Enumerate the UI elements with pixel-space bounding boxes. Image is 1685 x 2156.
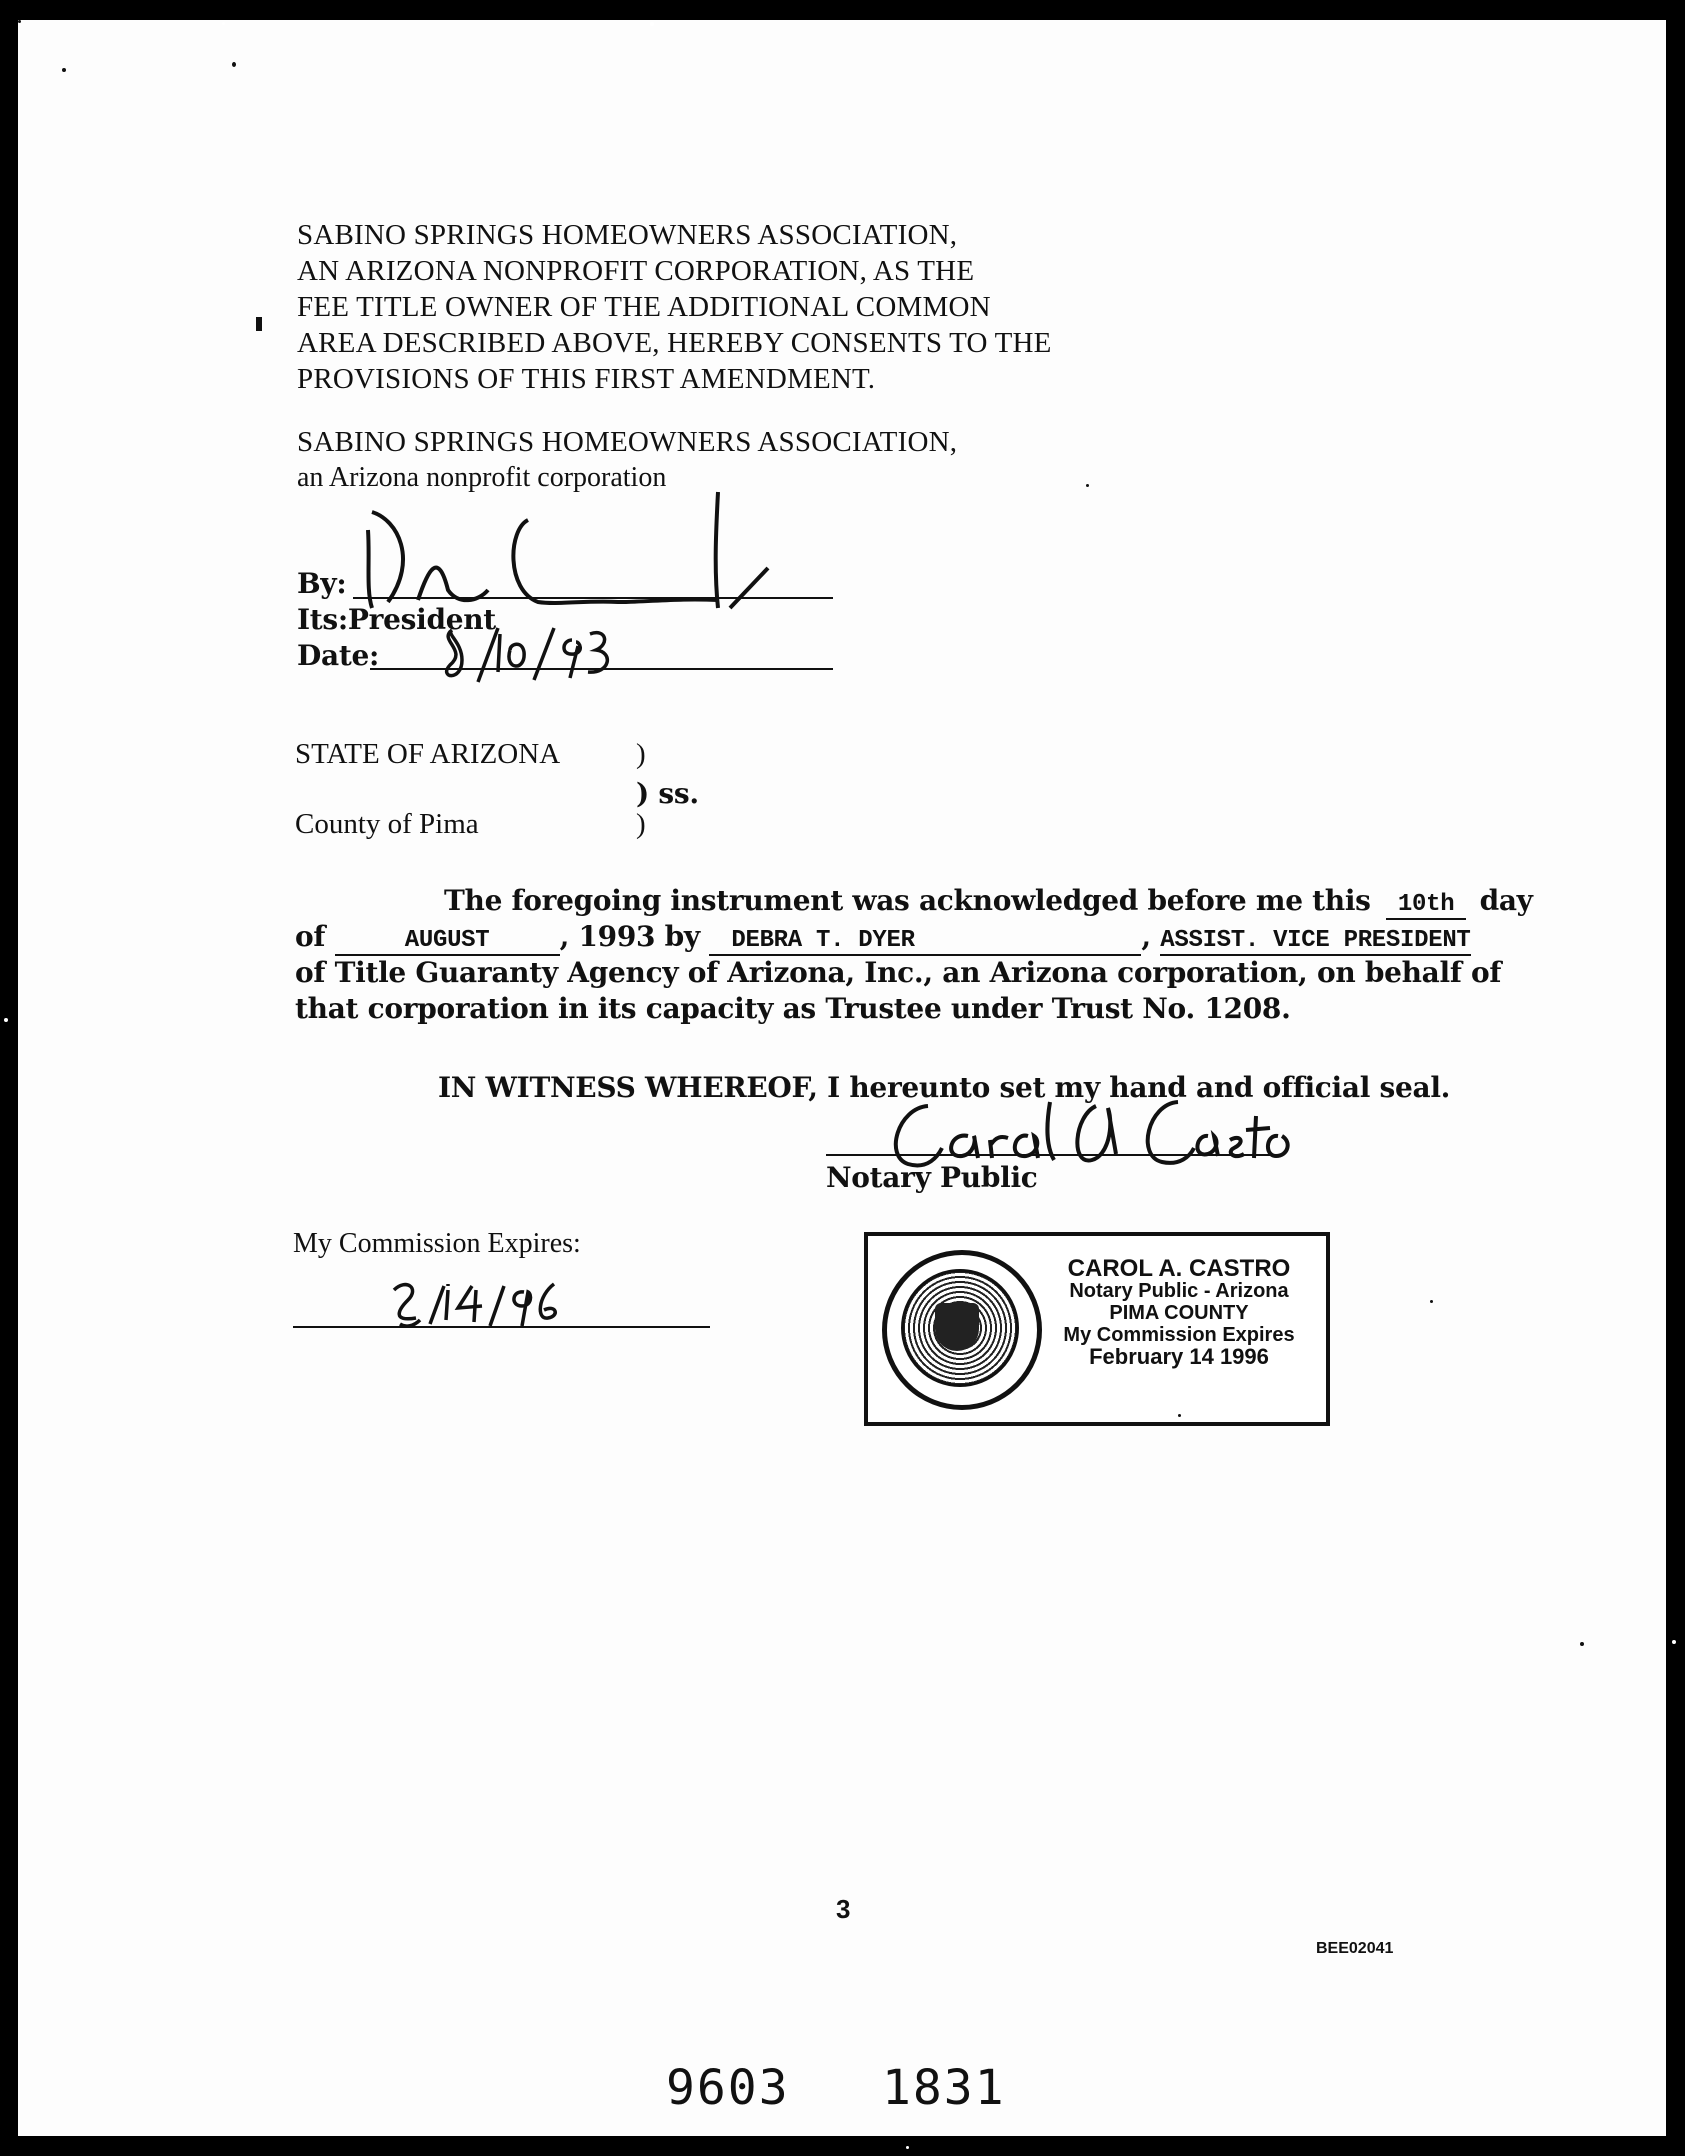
- its-label: Its:President: [297, 603, 496, 636]
- seal-line: Notary Public - Arizona: [1069, 1280, 1289, 1302]
- witness-statement: IN WITNESS WHEREOF, I hereunto set my hand and official seal.: [438, 1071, 1451, 1104]
- consent-line: AREA DESCRIBED ABOVE, HEREBY CONSENTS TO THE: [297, 327, 1052, 359]
- ack-day: 10th: [1386, 892, 1466, 920]
- ack-line-2: [295, 919, 1471, 956]
- notary-public-label: Notary Public: [826, 1161, 1038, 1194]
- seal-line: February 14 1996: [1089, 1344, 1269, 1369]
- ack-intro: The foregoing instrument was acknowledged before me this: [444, 884, 1371, 917]
- document-code: BEE02041: [1316, 1940, 1394, 1957]
- notary-seal-stamp: [864, 1232, 1330, 1426]
- scan-speck: [1430, 1300, 1433, 1303]
- border-speck: [4, 1018, 8, 1022]
- consent-paragraph: [297, 217, 1052, 397]
- page-number: 3: [836, 1894, 851, 1924]
- venue-state: STATE OF ARIZONA: [295, 738, 561, 770]
- border-speck: [650, 22, 654, 26]
- recording-stamp-right: 1831: [882, 2060, 1006, 2116]
- consent-line: SABINO SPRINGS HOMEOWNERS ASSOCIATION,: [297, 219, 958, 251]
- signatory-org-name: SABINO SPRINGS HOMEOWNERS ASSOCIATION,: [297, 426, 958, 458]
- signatory-org-desc: an Arizona nonprofit corporation: [297, 462, 667, 493]
- ack-comma: ,: [1141, 920, 1151, 953]
- ack-name: DEBRA T. DYER: [709, 928, 1141, 956]
- seal-line: CAROL A. CASTRO: [1067, 1255, 1291, 1282]
- venue-paren: ): [636, 738, 646, 770]
- ack-title: ASSIST. VICE PRESIDENT: [1160, 927, 1471, 954]
- venue-ss: ) ss.: [636, 777, 699, 810]
- ack-line-3: of Title Guaranty Agency of Arizona, Inc., an Arizona corporation, on behalf of: [295, 956, 1502, 989]
- commission-date-handwritten: [386, 1276, 566, 1345]
- scan-speck: [1580, 1642, 1584, 1646]
- scan-speck: [1086, 484, 1089, 487]
- notary-signature-line: [826, 1154, 1272, 1156]
- seal-line: PIMA COUNTY: [1109, 1302, 1249, 1324]
- scan-speck: [1178, 1414, 1181, 1417]
- state-seal-icon: [882, 1250, 1042, 1410]
- seal-line: My Commission Expires: [1063, 1324, 1295, 1346]
- scan-speck: [62, 68, 66, 72]
- ack-line-4: that corporation in its capacity as Trustee under Trust No. 1208.: [295, 992, 1291, 1025]
- commission-label: My Commission Expires:: [293, 1228, 581, 1259]
- seal-text-block: [1044, 1255, 1314, 1369]
- date-label: Date:: [297, 639, 380, 672]
- document-page: [18, 20, 1666, 2136]
- ack-of-label: of: [295, 920, 326, 953]
- scan-speck: [18, 20, 21, 23]
- consent-line: PROVISIONS OF THIS FIRST AMENDMENT.: [297, 363, 876, 395]
- scan-speck: [232, 62, 236, 67]
- ack-line-1: [444, 883, 1533, 920]
- venue-county: County of Pima: [295, 808, 479, 840]
- venue-paren: ): [636, 808, 646, 840]
- consent-line: FEE TITLE OWNER OF THE ADDITIONAL COMMON: [297, 291, 991, 323]
- margin-mark: [256, 317, 262, 331]
- recording-stamp-left: 9603: [666, 2060, 790, 2116]
- border-speck: [1672, 1640, 1676, 1644]
- border-speck: [906, 2146, 909, 2149]
- consent-line: AN ARIZONA NONPROFIT CORPORATION, AS THE: [297, 255, 975, 287]
- ack-year: , 1993 by: [559, 920, 700, 953]
- handwritten-date: [438, 620, 618, 695]
- border-speck: [222, 22, 225, 25]
- ack-day-word: day: [1479, 884, 1533, 917]
- ack-month: AUGUST: [335, 928, 560, 956]
- by-label: By:: [297, 567, 347, 600]
